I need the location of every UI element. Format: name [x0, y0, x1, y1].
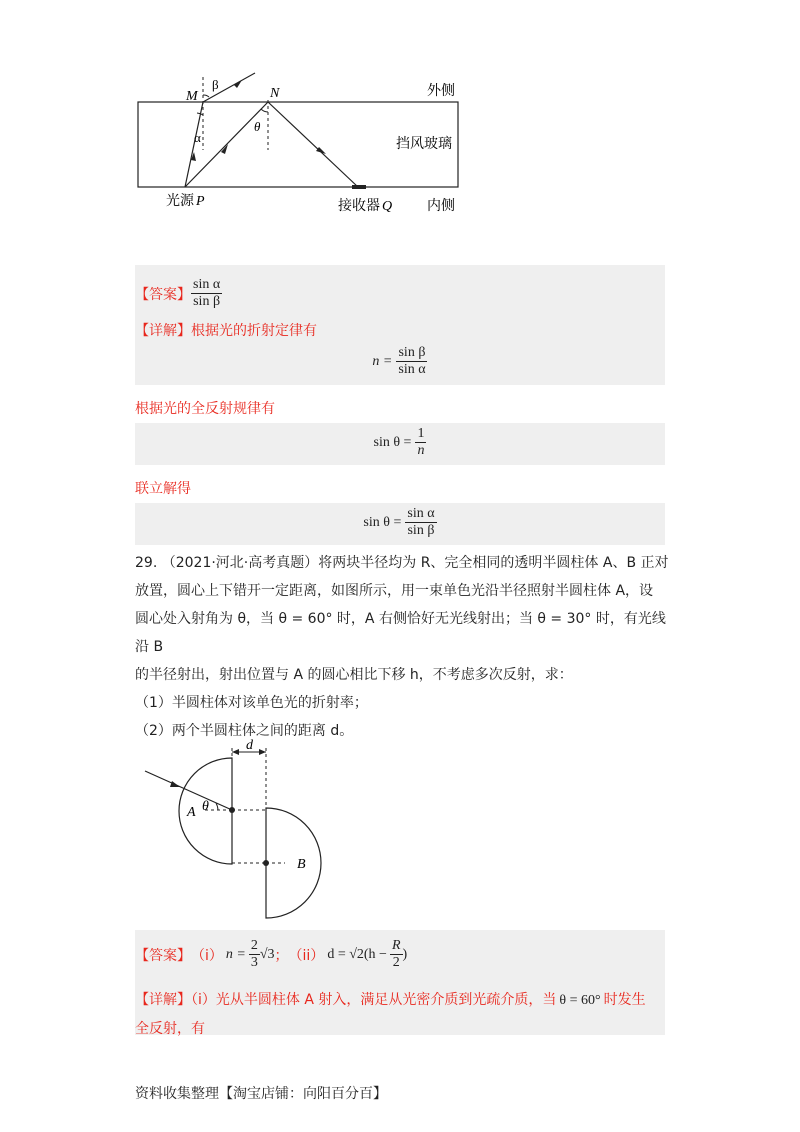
label-receiver: 接收器	[338, 198, 380, 214]
footer: 资料收集整理【淘宝店铺：向阳百分百】	[135, 1086, 387, 1102]
label-theta: θ	[202, 799, 209, 814]
label-d: d	[246, 738, 253, 753]
label-glass: 挡风玻璃	[396, 136, 452, 152]
question-29: 29. （2021·河北·高考真题）将两块半径均为 R、完全相同的透明半圆柱体 A、B 正对 放置，圆心上下错开一定距离，如图所示，用一束单色光沿半径照射半圆柱体 A，设 圆心处入射角为 θ，当 θ = 60° 时，A 右侧恰好无光线射出；当 θ = 30° 时，有光线沿 B 的半径射出，射出位置与 A 的圆心相比下移 h，不考虑多次反射，求： （1）半圆柱体对该单色光的折射率； （2）两个半圆柱体之间的距离 d。	[135, 555, 669, 739]
equation-box-2: sin θ = $\frac{1}{n}$	[135, 423, 665, 465]
ray-n-q	[268, 102, 358, 187]
label-m: M	[186, 89, 198, 104]
answer-box-2: 【答案】 （i） n = $\frac{2}{3}$ √3 ； （ii） d = √2(h − $\frac{R}{2}$ ) 【详解】（i）光从半圆柱体 A 射入，满足从光密介质到光疏介质，当 θ = 60° 时发生 全反射，有	[135, 930, 665, 1035]
answer-tag: 【答案】	[135, 286, 191, 303]
label-light-source: 光源	[166, 193, 194, 209]
label-b: B	[297, 857, 306, 872]
answer-tag-29: 【答案】	[135, 947, 191, 964]
detail-tag: 【详解】	[135, 323, 191, 339]
detail-text: 根据光的折射定律有	[191, 323, 317, 339]
text-total-reflection: 根据光的全反射规律有	[135, 401, 275, 417]
receiver-mark	[352, 185, 366, 189]
equation-box-3: sin θ = $\frac{\text{sin α}}{\text{sin β}}$	[135, 503, 665, 545]
center-a	[229, 807, 235, 813]
label-q: Q	[382, 199, 393, 214]
answer-box-1	[135, 265, 665, 385]
label-inner: 内侧	[427, 198, 455, 214]
label-p: P	[196, 194, 205, 209]
center-b	[263, 860, 269, 866]
label-beta: β	[212, 77, 219, 92]
windshield-diagram	[130, 65, 470, 225]
detail-29: 【详解】（i）光从半圆柱体 A 射入，满足从光密介质到光疏介质，当 θ = 60° 时发生 全反射，有	[135, 992, 646, 1037]
label-outer: 外侧	[427, 83, 455, 99]
answer-fraction: $\frac{\text{sin α}}{\text{sin β}}$	[193, 277, 221, 310]
label-alpha: α	[194, 130, 201, 145]
equation-1: n = $\frac{\text{sin β}}{\text{sin α}}$	[372, 345, 426, 378]
label-a: A	[187, 805, 196, 820]
semicylinder-diagram	[140, 738, 360, 923]
label-theta: θ	[254, 119, 261, 134]
ray-out	[203, 73, 255, 102]
label-n: N	[270, 86, 280, 101]
text-solve: 联立解得	[135, 481, 191, 497]
